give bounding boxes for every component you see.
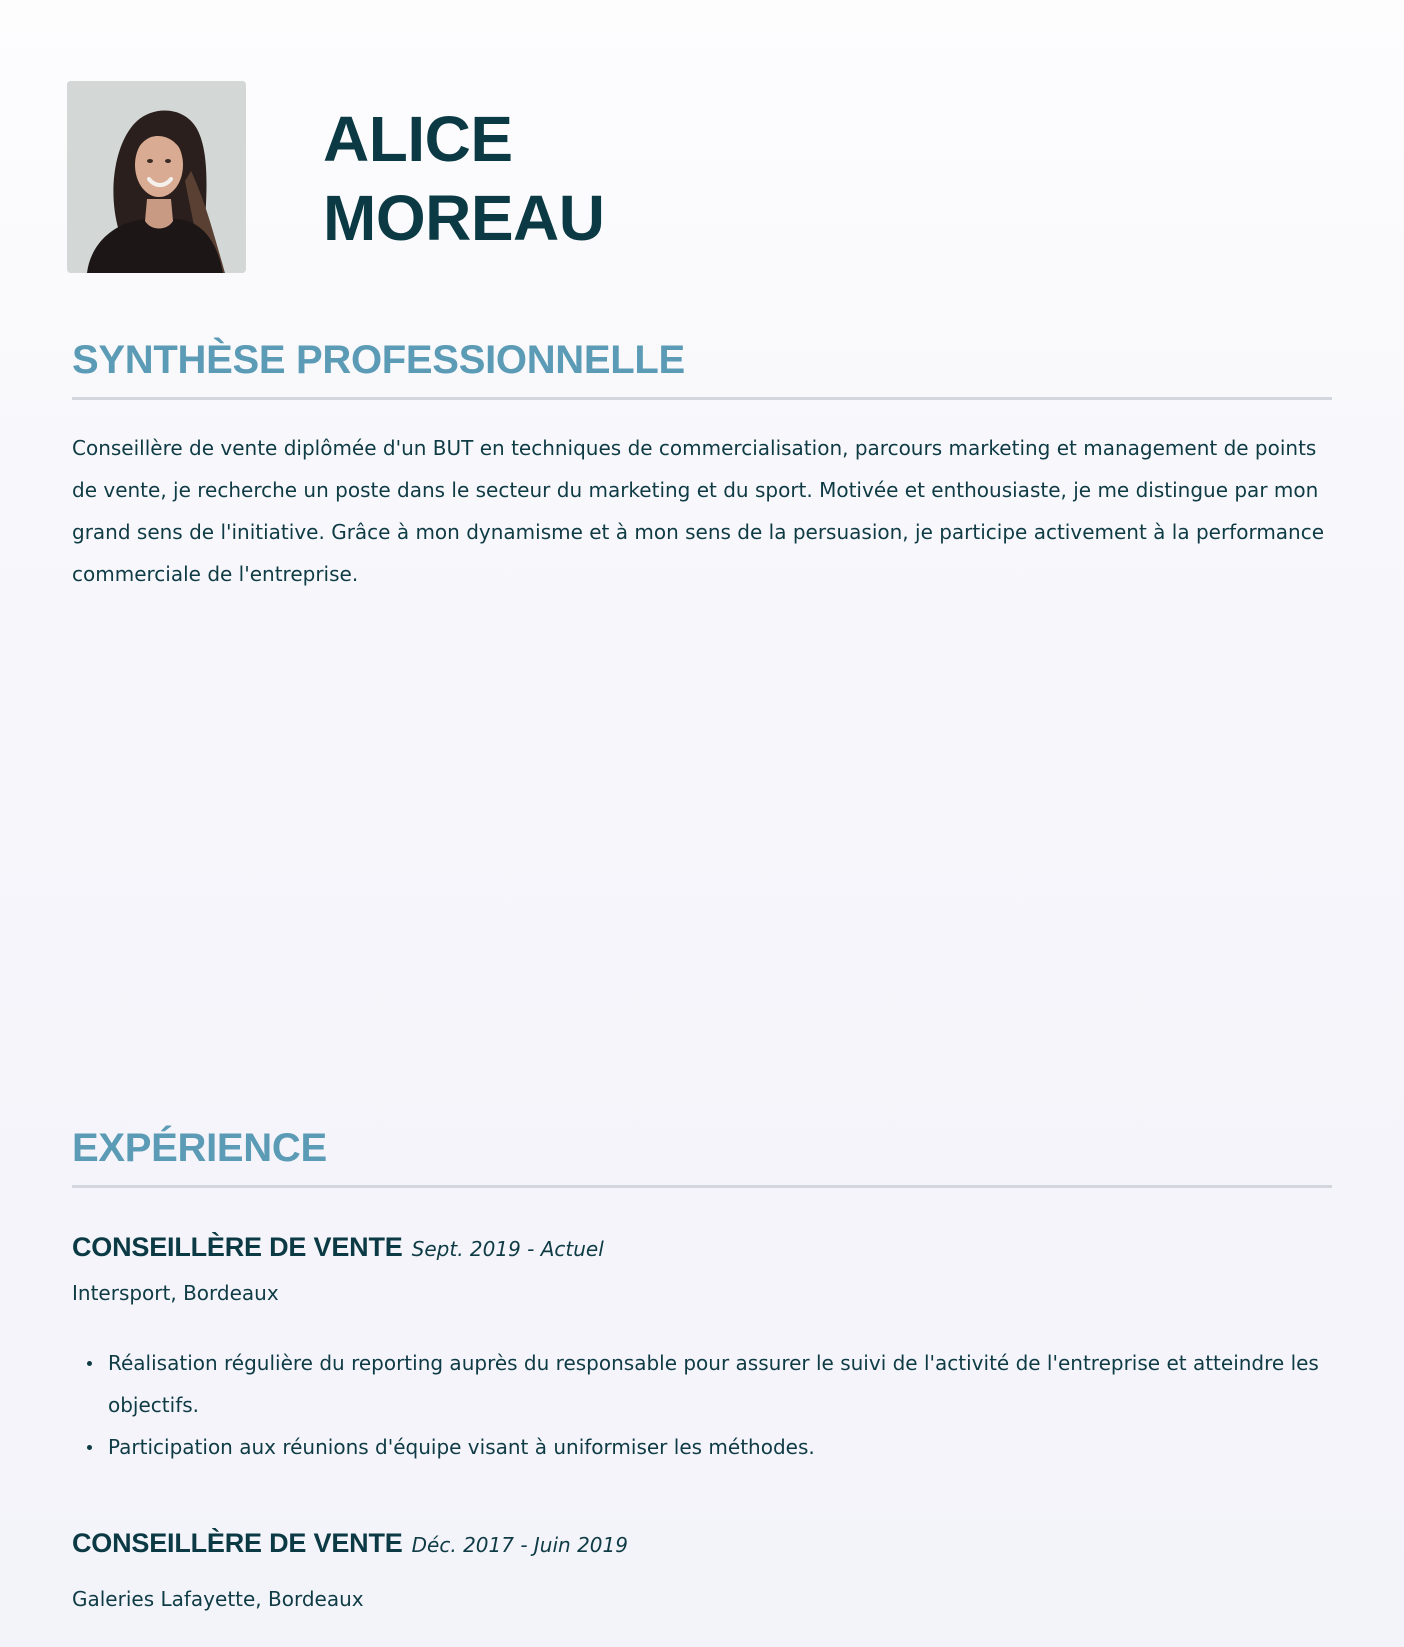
job-heading [72, 1526, 1342, 1564]
job-bullet: Réalisation régulière du reporting auprès du responsable pour assurer le suivi de l'activité de l'entreprise et atteindre les objectifs. [108, 1342, 1342, 1426]
experience-entry [72, 1230, 1342, 1468]
summary-section-title: SYNTHÈSE PROFESSIONNELLE [72, 338, 685, 382]
last-name: MOREAU [323, 182, 605, 254]
first-name: ALICE [323, 103, 513, 175]
candidate-name [323, 100, 604, 258]
job-title: CONSEILLÈRE DE VENTE [72, 1232, 403, 1262]
experience-entry [72, 1526, 1342, 1614]
job-company: Intersport, Bordeaux [72, 1281, 279, 1305]
job-title: CONSEILLÈRE DE VENTE [72, 1528, 403, 1558]
summary-divider [72, 397, 1332, 400]
summary-text: Conseillère de vente diplômée d'un BUT en techniques de commercialisation, parcours marketing et management de points de vente, je recherche un poste dans le secteur du marketing et du sport. Motivée et enthousiaste, je me distingue par mon grand sens de l'initiative. Grâce à mon dynamisme et à mon sens de la persuasion, je participe activement à la performance commerciale de l'entreprise. [72, 436, 1325, 586]
profile-photo [67, 81, 246, 273]
job-bullet-list [72, 1342, 1342, 1468]
job-bullet: Participation aux réunions d'équipe visant à uniformiser les méthodes. [108, 1426, 1342, 1468]
experience-section-title: EXPÉRIENCE [72, 1126, 327, 1170]
job-heading [72, 1230, 1342, 1268]
job-dates: Déc. 2017 - Juin 2019 [411, 1533, 628, 1557]
experience-divider [72, 1185, 1332, 1188]
job-company: Galeries Lafayette, Bordeaux [72, 1587, 364, 1611]
job-dates: Sept. 2019 - Actuel [411, 1237, 604, 1261]
